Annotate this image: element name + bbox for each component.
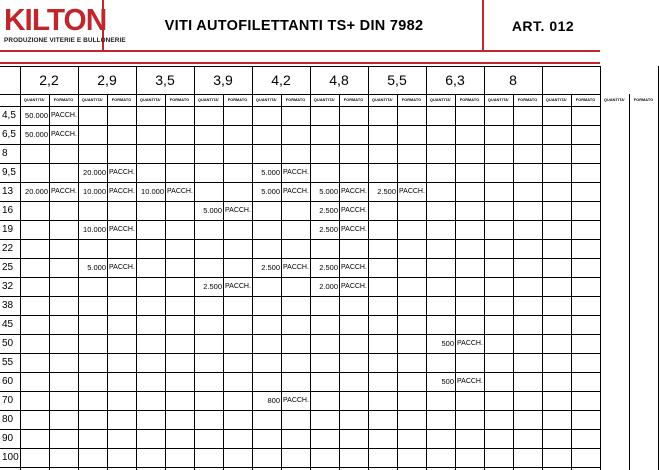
length-row-label: 70 — [2, 395, 14, 406]
format-cell: PACCH. — [283, 397, 309, 404]
format-cell: PACCH. — [341, 283, 367, 290]
grid-hline — [0, 201, 600, 202]
format-cell: PACCH. — [109, 264, 135, 271]
format-cell: PACCH. — [457, 378, 483, 385]
header-separator-line — [0, 62, 600, 64]
length-row-label: 45 — [2, 319, 14, 330]
grid-vline — [571, 94, 572, 470]
length-row-label: 55 — [2, 357, 14, 368]
quantity-subheader: QUANTITA' — [487, 98, 510, 102]
quantity-subheader: QUANTITA' — [545, 98, 568, 102]
format-cell: PACCH. — [109, 169, 135, 176]
grid-vline — [513, 94, 514, 470]
quantity-cell: 10.000 — [141, 187, 164, 196]
quantity-subheader: QUANTITA' — [371, 98, 394, 102]
format-subheader: FORMATO — [169, 98, 190, 102]
grid-vline — [600, 66, 601, 470]
quantity-subheader: QUANTITA' — [23, 98, 46, 102]
grid-hline — [0, 429, 600, 430]
diameter-header: 4,8 — [329, 72, 349, 88]
format-cell: PACCH. — [341, 226, 367, 233]
diameter-header: 3,9 — [213, 72, 233, 88]
format-cell: PACCH. — [283, 169, 309, 176]
quantity-cell: 50.000 — [25, 130, 48, 139]
format-cell: PACCH. — [51, 188, 77, 195]
grid-hline — [0, 277, 600, 278]
length-row-label: 90 — [2, 433, 14, 444]
document-title: VITI AUTOFILETTANTI TS+ DIN 7982 — [106, 0, 484, 52]
quantity-subheader: QUANTITA' — [139, 98, 162, 102]
length-row-label: 16 — [2, 205, 14, 216]
format-cell: PACCH. — [283, 188, 309, 195]
format-subheader: FORMATO — [401, 98, 422, 102]
format-cell: PACCH. — [51, 131, 77, 138]
grid-vline — [629, 94, 630, 470]
grid-vline — [49, 94, 50, 470]
grid-hline — [0, 467, 600, 468]
quantity-cell: 500 — [441, 377, 454, 386]
diameter-header: 2,2 — [39, 72, 59, 88]
quantity-cell: 2.500 — [203, 282, 222, 291]
grid-hline — [0, 239, 600, 240]
quantity-subheader: QUANTITA' — [197, 98, 220, 102]
format-subheader: FORMATO — [459, 98, 480, 102]
logo-subtitle: PRODUZIONE VITERIE E BULLONERIE — [4, 37, 126, 44]
logo-wordmark: KILTON — [4, 2, 107, 37]
quantity-cell: 5.000 — [319, 187, 338, 196]
quantity-cell: 500 — [441, 339, 454, 348]
quantity-cell: 800 — [267, 396, 280, 405]
format-cell: PACCH. — [341, 264, 367, 271]
length-row-label: 50 — [2, 338, 14, 349]
quantity-cell: 10.000 — [83, 187, 106, 196]
format-cell: PACCH. — [457, 340, 483, 347]
quantity-cell: 5.000 — [203, 206, 222, 215]
grid-hline — [0, 353, 600, 354]
grid-vline — [107, 94, 108, 470]
length-row-label: 60 — [2, 376, 14, 387]
quantity-cell: 2.500 — [319, 263, 338, 272]
format-cell: PACCH. — [109, 226, 135, 233]
grid-hline — [0, 144, 600, 145]
length-row-label: 19 — [2, 224, 14, 235]
grid-hline — [0, 410, 600, 411]
diameter-header: 8 — [509, 72, 517, 88]
quantity-cell: 20.000 — [25, 187, 48, 196]
length-row-label: 38 — [2, 300, 14, 311]
quantity-subheader: QUANTITA' — [313, 98, 336, 102]
diameter-header: 6,3 — [445, 72, 465, 88]
grid-vline — [542, 66, 543, 470]
grid-vline — [136, 66, 137, 470]
quantity-cell: 2.500 — [319, 225, 338, 234]
quantity-cell: 10.000 — [83, 225, 106, 234]
format-cell: PACCH. — [225, 207, 251, 214]
quantity-cell: 2.000 — [319, 282, 338, 291]
length-row-label: 13 — [2, 186, 14, 197]
grid-vline — [397, 94, 398, 470]
grid-hline — [0, 125, 600, 126]
quantity-cell: 5.000 — [261, 187, 280, 196]
grid-hline — [0, 372, 600, 373]
quantity-subheader: QUANTITA' — [429, 98, 452, 102]
diameter-header: 2,9 — [97, 72, 117, 88]
format-subheader: FORMATO — [53, 98, 74, 102]
quantity-subheader: QUANTITA' — [255, 98, 278, 102]
length-row-label: 9,5 — [2, 167, 16, 178]
grid-hline — [0, 296, 600, 297]
quantity-cell: 20.000 — [83, 168, 106, 177]
format-cell: PACCH. — [225, 283, 251, 290]
length-row-label: 32 — [2, 281, 14, 292]
diameter-header: 4,2 — [271, 72, 291, 88]
quantity-cell: 5.000 — [87, 263, 106, 272]
grid-vline — [194, 66, 195, 470]
format-cell: PACCH. — [341, 188, 367, 195]
quantity-cell: 5.000 — [261, 168, 280, 177]
grid-vline — [281, 94, 282, 470]
quantity-subheader: QUANTITA' — [81, 98, 104, 102]
length-row-label: 6,5 — [2, 129, 16, 140]
format-cell: PACCH. — [51, 112, 77, 119]
format-subheader: FORMATO — [575, 98, 596, 102]
quantity-cell: 2.500 — [261, 263, 280, 272]
grid-hline — [0, 315, 600, 316]
length-row-label: 8 — [2, 148, 8, 159]
length-row-label: 25 — [2, 262, 14, 273]
format-subheader: FORMATO — [517, 98, 538, 102]
grid-hline — [0, 448, 600, 449]
diameter-header: 3,5 — [155, 72, 175, 88]
format-subheader: FORMATO — [343, 98, 364, 102]
quantity-cell: 2.500 — [377, 187, 396, 196]
grid-vline — [165, 94, 166, 470]
quantity-cell: 2.500 — [319, 206, 338, 215]
grid-vline — [368, 66, 369, 470]
format-subheader: FORMATO — [111, 98, 132, 102]
format-subheader: FORMATO — [227, 98, 248, 102]
length-row-label: 22 — [2, 243, 14, 254]
format-cell: PACCH. — [283, 264, 309, 271]
diameter-header — [542, 66, 600, 94]
grid-vline — [484, 66, 485, 470]
length-row-label: 100 — [2, 452, 19, 463]
format-subheader: FORMATO — [285, 98, 306, 102]
format-cell: PACCH. — [341, 207, 367, 214]
diameter-header: 5,5 — [387, 72, 407, 88]
diameter-header — [600, 66, 658, 94]
quantity-subheader: QUANTITA' — [603, 98, 626, 102]
length-row-label: 80 — [2, 414, 14, 425]
format-subheader: FORMATO — [633, 98, 654, 102]
grid-hline — [0, 106, 600, 107]
grid-hline — [0, 334, 600, 335]
length-row-label: 4,5 — [2, 110, 16, 121]
format-cell: PACCH. — [399, 188, 425, 195]
format-cell: PACCH. — [167, 188, 193, 195]
article-number: ART. 012 — [511, 18, 575, 34]
format-cell: PACCH. — [109, 188, 135, 195]
quantity-cell: 50.000 — [25, 111, 48, 120]
grid-vline — [455, 94, 456, 470]
grid-vline — [426, 66, 427, 470]
